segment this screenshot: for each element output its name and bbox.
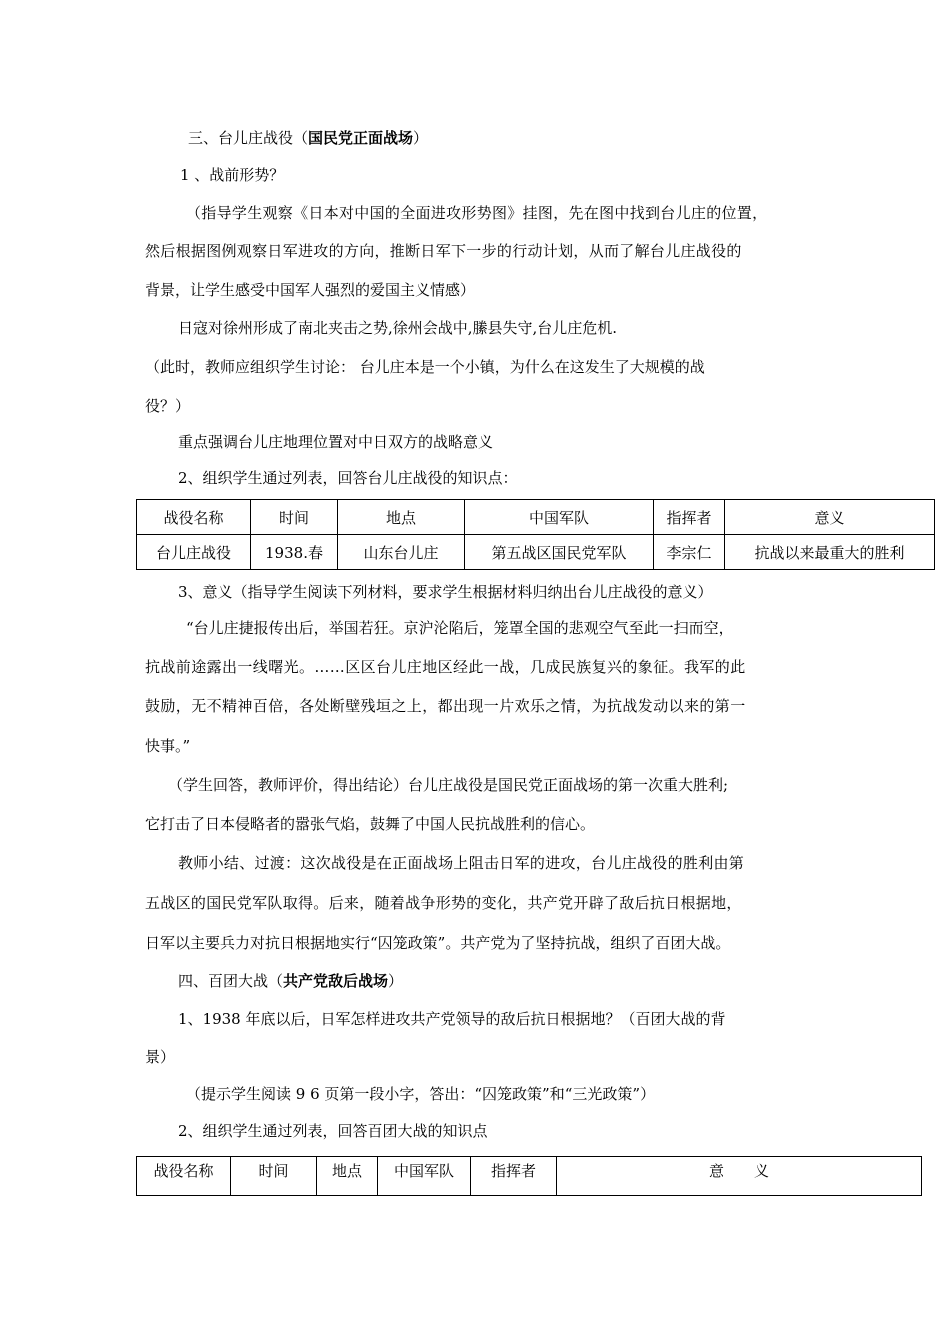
cell-battle-name: 台儿庄战役	[137, 535, 251, 570]
section4-item1-line-1: 1、1938 年底以后，日军怎样进攻共产党领导的敌后抗日根据地？（百团大战的背	[178, 1010, 726, 1028]
situation-text: 日寇对徐州形成了南北夹击之势,徐州会战中,縢县失守,台儿庄危机.	[178, 319, 618, 337]
section3-heading-prefix: 三、台儿庄战役（	[188, 129, 309, 147]
table-header-row	[137, 1157, 922, 1196]
discuss-line-2: 役？）	[145, 397, 191, 415]
section3-heading-bold: 国民党正面战场	[308, 129, 414, 147]
section4-item1-line-2: 景）	[145, 1048, 176, 1066]
emphasis-text: 重点强调台儿庄地理位置对中日双方的战略意义	[178, 433, 494, 451]
header-cell-time: 时间	[251, 500, 338, 535]
cell-commander: 李宗仁	[654, 535, 725, 570]
header-cell-army: 中国军队	[465, 500, 654, 535]
section4-heading-suffix: ）	[388, 972, 404, 990]
summary-line-1: 教师小结、过渡：这次战役是在正面战场上阻击日军的进攻，台儿庄战役的胜利由第	[178, 854, 745, 872]
guide-line-2: 然后根据图例观察日军进攻的方向，推断日军下一步的行动计划，从而了解台儿庄战役的	[145, 242, 742, 260]
section4-heading-prefix: 四、百团大战（	[178, 972, 284, 990]
conclusion-line-1: （学生回答，教师评价，得出结论）台儿庄战役是国民党正面战场的第一次重大胜利;	[168, 776, 729, 794]
section4-item2: 2、组织学生通过列表，回答百团大战的知识点	[178, 1122, 488, 1140]
summary-line-2: 五战区的国民党军队取得。后来，随着战争形势的变化，共产党开辟了敌后抗日根据地，	[145, 894, 742, 912]
table-row	[137, 535, 935, 570]
quote-line-1: “台儿庄捷报传出后，举国若狂。京沪沦陷后，笼罩全国的悲观空气至此一扫而空，	[186, 619, 734, 637]
guide-line-1: （指导学生观察《日本对中国的全面进攻形势图》挂图，先在图中找到台儿庄的位置，	[186, 204, 768, 222]
cell-army: 第五战区国民党军队	[465, 535, 654, 570]
cell-time: 1938.春	[251, 535, 338, 570]
section3-item2: 2、组织学生通过列表，回答台儿庄战役的知识点：	[178, 469, 518, 487]
header-cell-army: 中国军队	[378, 1157, 471, 1196]
section3-heading	[188, 128, 428, 148]
header-cell-significance: 意义	[725, 500, 935, 535]
header-cell-place: 地点	[317, 1157, 378, 1196]
cell-significance: 抗战以来最重大的胜利	[725, 535, 935, 570]
header-cell-significance: 意 义	[557, 1157, 922, 1196]
header-cell-name: 战役名称	[137, 1157, 231, 1196]
quote-line-2: 抗战前途露出一线曙光。……区区台儿庄地区经此一战，几成民族复兴的象征。我军的此	[145, 658, 746, 676]
header-cell-commander: 指挥者	[654, 500, 725, 535]
header-cell-name: 战役名称	[137, 500, 251, 535]
hundred-regiments-table	[136, 1156, 922, 1196]
header-cell-commander: 指挥者	[471, 1157, 557, 1196]
header-cell-time: 时间	[231, 1157, 317, 1196]
section4-heading-bold: 共产党敌后战场	[283, 972, 389, 990]
conclusion-line-2: 它打击了日本侵略者的嚣张气焰，鼓舞了中国人民抗战胜利的信心。	[145, 815, 596, 833]
section4-heading	[178, 971, 403, 991]
discuss-line-1: （此时，教师应组织学生讨论： 台儿庄本是一个小镇，为什么在这发生了大规模的战	[145, 358, 705, 376]
table-header-row	[137, 500, 935, 535]
header-cell-place: 地点	[338, 500, 465, 535]
quote-line-3: 鼓励，无不精神百倍，各处断壁残垣之上，都出现一片欢乐之情，为抗战发动以来的第一	[145, 697, 746, 715]
quote-line-4: 快事。”	[145, 737, 191, 755]
summary-line-3: 日军以主要兵力对抗日根据地实行“囚笼政策”。共产党为了坚持抗战，组织了百团大战。	[145, 934, 731, 952]
cell-place: 山东台儿庄	[338, 535, 465, 570]
section3-item1: 1 、战前形势？	[180, 166, 285, 184]
taierzhuang-table	[136, 499, 935, 570]
section3-heading-suffix: ）	[413, 129, 429, 147]
guide-line-3: 背景，让学生感受中国军人强烈的爱国主义情感）	[145, 281, 476, 299]
hint-text: （提示学生阅读 9 6 页第一段小字，答出：“囚笼政策”和“三光政策”）	[186, 1085, 656, 1103]
section3-item3: 3、意义（指导学生阅读下列材料，要求学生根据材料归纳出台儿庄战役的意义）	[178, 583, 713, 601]
